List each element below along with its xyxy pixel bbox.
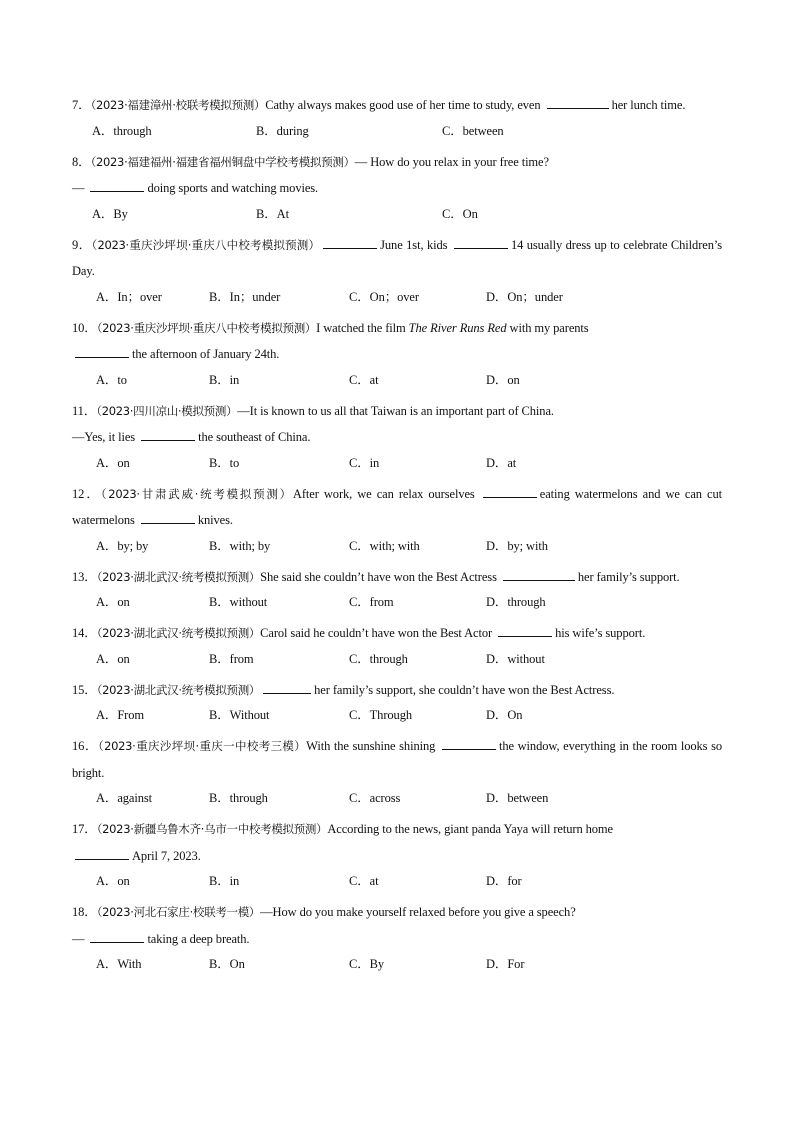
answer-option[interactable] bbox=[96, 368, 127, 394]
option-text: in bbox=[229, 372, 240, 387]
question-source: （2023·甘肃武威·统考模拟预测） bbox=[100, 486, 293, 501]
option-letter: D． bbox=[486, 455, 508, 470]
answer-option[interactable] bbox=[96, 869, 130, 895]
option-text: With bbox=[117, 957, 142, 971]
option-letter: A． bbox=[96, 289, 118, 304]
option-text: in bbox=[229, 874, 240, 888]
option-letter: D． bbox=[486, 874, 508, 888]
question-list bbox=[72, 92, 722, 982]
option-text: by; by bbox=[117, 538, 149, 553]
option-text: between bbox=[462, 123, 504, 138]
answer-option[interactable] bbox=[96, 285, 162, 311]
question-text: According to the news, giant panda Yaya will return home bbox=[327, 822, 613, 836]
question-text: After work, we can relax ourselves bbox=[292, 486, 475, 501]
answer-option[interactable] bbox=[209, 952, 245, 978]
question-text: eating watermelons and we can cut watermelons bbox=[72, 486, 722, 527]
option-letter: B． bbox=[209, 289, 230, 304]
option-letter: B． bbox=[209, 651, 230, 666]
option-text: at bbox=[369, 874, 379, 888]
option-text: On；under bbox=[507, 289, 563, 304]
question-text: his wife’s support. bbox=[555, 626, 646, 640]
answer-option[interactable] bbox=[96, 703, 144, 729]
question-source: （2023·新疆乌鲁木齐·乌市一中校考模拟预测） bbox=[96, 822, 328, 836]
option-text: from bbox=[369, 595, 394, 609]
answer-options bbox=[72, 285, 722, 311]
question-item bbox=[72, 232, 722, 311]
question-item bbox=[72, 149, 722, 228]
option-text: on bbox=[117, 595, 130, 609]
option-letter: A． bbox=[92, 123, 114, 138]
answer-option[interactable] bbox=[486, 647, 545, 673]
option-text: By bbox=[369, 957, 385, 971]
question-text: the southeast of China. bbox=[198, 430, 311, 444]
question-text: Cathy always makes good use of her time to study, even bbox=[265, 98, 541, 112]
option-letter: B． bbox=[209, 455, 230, 470]
question-source: （2023·福建福州·福建省福州铜盘中学校考模拟预测） bbox=[90, 154, 355, 169]
answer-options bbox=[72, 202, 722, 228]
question-item bbox=[72, 620, 722, 672]
option-letter: A． bbox=[96, 372, 118, 387]
option-text: during bbox=[276, 123, 309, 138]
answer-blank bbox=[141, 511, 195, 524]
option-text: between bbox=[507, 791, 549, 805]
question-text: — bbox=[72, 931, 85, 946]
answer-blank bbox=[90, 930, 144, 943]
answer-option[interactable] bbox=[209, 590, 267, 616]
question-source: （2023·福建漳州·校联考模拟预测） bbox=[90, 98, 266, 112]
question-stem bbox=[72, 92, 722, 119]
question-number: 8． bbox=[72, 154, 91, 169]
answer-option[interactable] bbox=[209, 368, 239, 394]
answer-option[interactable] bbox=[96, 647, 130, 673]
question-stem bbox=[72, 899, 722, 952]
option-letter: D． bbox=[486, 957, 508, 971]
answer-option[interactable] bbox=[96, 534, 148, 560]
answer-blank bbox=[75, 345, 129, 358]
question-stem bbox=[72, 315, 722, 368]
option-text: at bbox=[369, 372, 379, 387]
question-number: 14． bbox=[72, 626, 97, 640]
question-text: —How do you make yourself relaxed before you give a speech? bbox=[260, 905, 576, 919]
answer-options bbox=[72, 786, 722, 812]
question-text: the afternoon of January 24th. bbox=[132, 347, 280, 361]
question-item bbox=[72, 315, 722, 394]
option-text: on bbox=[507, 372, 520, 387]
option-text: Through bbox=[369, 708, 412, 722]
answer-option[interactable] bbox=[96, 451, 130, 477]
answer-option[interactable] bbox=[486, 869, 522, 895]
answer-options bbox=[72, 590, 722, 616]
option-text: by; with bbox=[507, 538, 548, 553]
question-number: 17． bbox=[72, 822, 97, 836]
answer-option[interactable] bbox=[209, 703, 269, 729]
option-text: through bbox=[369, 651, 408, 666]
question-number: 18． bbox=[72, 905, 97, 919]
option-text: In；over bbox=[117, 289, 162, 304]
option-letter: A． bbox=[96, 791, 118, 805]
film-title: The River Runs Red bbox=[408, 320, 507, 335]
option-letter: D． bbox=[486, 651, 508, 666]
answer-blank bbox=[547, 96, 609, 109]
option-letter: C． bbox=[349, 595, 370, 609]
question-number: 16． bbox=[72, 739, 99, 753]
option-text: on bbox=[117, 455, 130, 470]
answer-option[interactable] bbox=[486, 952, 524, 978]
question-stem bbox=[72, 232, 722, 285]
option-text: to bbox=[117, 372, 127, 387]
question-stem bbox=[72, 733, 722, 786]
answer-option[interactable] bbox=[349, 952, 384, 978]
question-text: —It is known to us all that Taiwan is an important part of China. bbox=[237, 403, 554, 418]
answer-blank bbox=[503, 568, 575, 581]
option-letter: B． bbox=[256, 206, 277, 221]
option-letter: C． bbox=[349, 372, 370, 387]
question-item bbox=[72, 481, 722, 560]
option-text: For bbox=[507, 957, 525, 971]
option-text: through bbox=[113, 123, 152, 138]
option-letter: A． bbox=[96, 595, 118, 609]
answer-option[interactable] bbox=[349, 285, 419, 311]
question-text: — How do you relax in your free time? bbox=[354, 154, 549, 169]
answer-blank bbox=[454, 236, 508, 249]
answer-option[interactable] bbox=[209, 285, 280, 311]
question-text: with my parents bbox=[509, 320, 589, 335]
question-item bbox=[72, 398, 722, 477]
answer-blank bbox=[483, 485, 537, 498]
option-letter: A． bbox=[96, 651, 118, 666]
question-text: the window, everything in the room looks so bright. bbox=[72, 739, 723, 780]
question-stem bbox=[72, 564, 722, 591]
answer-options bbox=[72, 451, 722, 477]
option-text: without bbox=[229, 595, 268, 609]
question-text: her family’s support. bbox=[577, 569, 680, 584]
answer-option[interactable] bbox=[96, 952, 141, 978]
question-number: 10． bbox=[72, 320, 97, 335]
option-text: Without bbox=[229, 708, 270, 722]
question-text: — bbox=[72, 181, 85, 195]
option-text: In；under bbox=[229, 289, 281, 304]
question-number: 13． bbox=[72, 569, 97, 584]
question-stem bbox=[72, 816, 722, 869]
option-text: At bbox=[276, 206, 289, 221]
option-letter: C． bbox=[349, 538, 370, 553]
question-text: taking a deep breath. bbox=[147, 931, 250, 946]
option-letter: C． bbox=[349, 708, 370, 722]
answer-option[interactable] bbox=[92, 202, 128, 228]
option-text: across bbox=[369, 791, 401, 805]
answer-option[interactable] bbox=[349, 786, 400, 812]
answer-option[interactable] bbox=[349, 647, 408, 673]
question-item bbox=[72, 677, 722, 729]
option-letter: C． bbox=[442, 123, 463, 138]
option-letter: D． bbox=[486, 538, 508, 553]
option-letter: C． bbox=[349, 651, 370, 666]
answer-option[interactable] bbox=[349, 590, 394, 616]
answer-option[interactable] bbox=[92, 119, 152, 145]
question-stem bbox=[72, 398, 722, 451]
option-text: On；over bbox=[369, 289, 419, 304]
question-text: 14 usually dress up to celebrate Children’s Day. bbox=[72, 237, 722, 278]
option-text: on bbox=[117, 651, 130, 666]
answer-option[interactable] bbox=[486, 285, 563, 311]
answer-option[interactable] bbox=[486, 786, 548, 812]
option-letter: D． bbox=[486, 595, 508, 609]
option-letter: C． bbox=[442, 206, 463, 221]
question-source: （2023·湖北武汉·统考模拟预测） bbox=[96, 682, 261, 697]
option-text: for bbox=[507, 874, 522, 888]
option-letter: C． bbox=[349, 791, 370, 805]
answer-option[interactable] bbox=[209, 647, 254, 673]
answer-option[interactable] bbox=[349, 534, 420, 560]
option-letter: A． bbox=[96, 874, 118, 888]
option-letter: C． bbox=[349, 874, 370, 888]
question-text: With the sunshine shining bbox=[306, 739, 436, 753]
answer-option[interactable] bbox=[96, 786, 152, 812]
question-text: her family’s support, she couldn’t have won the Best Actress. bbox=[314, 682, 615, 697]
answer-option[interactable] bbox=[209, 786, 268, 812]
answer-blank bbox=[90, 179, 144, 192]
answer-blank bbox=[263, 681, 311, 694]
answer-option[interactable] bbox=[256, 202, 289, 228]
option-letter: A． bbox=[96, 538, 118, 553]
option-text: with; with bbox=[369, 538, 420, 553]
answer-option[interactable] bbox=[256, 119, 309, 145]
option-text: From bbox=[117, 708, 145, 722]
option-text: On bbox=[507, 708, 523, 722]
option-letter: A． bbox=[96, 957, 118, 971]
question-text: —Yes, it lies bbox=[72, 430, 136, 444]
answer-option[interactable] bbox=[486, 703, 522, 729]
option-text: at bbox=[507, 455, 517, 470]
answer-option[interactable] bbox=[209, 534, 270, 560]
option-text: in bbox=[369, 455, 380, 470]
answer-option[interactable] bbox=[486, 451, 516, 477]
answer-option[interactable] bbox=[96, 590, 130, 616]
option-text: By bbox=[113, 206, 128, 221]
option-letter: D． bbox=[486, 708, 508, 722]
option-letter: C． bbox=[349, 957, 370, 971]
option-letter: D． bbox=[486, 791, 508, 805]
question-text: Carol said he couldn’t have won the Best Actor bbox=[260, 626, 493, 640]
answer-option[interactable] bbox=[486, 590, 546, 616]
option-text: without bbox=[507, 651, 545, 666]
question-item bbox=[72, 899, 722, 978]
answer-blank bbox=[498, 624, 552, 637]
option-letter: A． bbox=[96, 708, 118, 722]
question-text: June 1st, kids bbox=[380, 237, 448, 252]
answer-options bbox=[72, 647, 722, 673]
question-stem bbox=[72, 149, 722, 202]
option-text: from bbox=[229, 651, 254, 666]
answer-blank bbox=[442, 737, 496, 750]
question-source: （2023·重庆沙坪坝·重庆八中校考模拟预测） bbox=[96, 320, 317, 335]
option-letter: D． bbox=[486, 372, 508, 387]
question-item bbox=[72, 92, 722, 144]
option-letter: B． bbox=[209, 874, 230, 888]
answer-option[interactable] bbox=[209, 451, 239, 477]
option-letter: D． bbox=[486, 289, 508, 304]
option-letter: C． bbox=[349, 455, 370, 470]
option-text: against bbox=[117, 791, 153, 805]
question-source: （2023·四川凉山·模拟预测） bbox=[96, 403, 238, 418]
option-text: through bbox=[507, 595, 546, 609]
answer-options bbox=[72, 368, 722, 394]
question-source: （2023·湖北武汉·统考模拟预测） bbox=[96, 626, 261, 640]
answer-options bbox=[72, 119, 722, 145]
question-text: She said she couldn’t have won the Best Actress bbox=[260, 569, 497, 584]
question-stem bbox=[72, 677, 722, 704]
option-text: on bbox=[117, 874, 130, 888]
option-text: On bbox=[229, 957, 245, 971]
answer-option[interactable] bbox=[209, 869, 239, 895]
question-text: doing sports and watching movies. bbox=[147, 181, 319, 195]
question-text: April 7, 2023. bbox=[132, 848, 201, 863]
question-number: 9． bbox=[72, 237, 92, 252]
question-source: （2023·河北石家庄·校联考一模） bbox=[96, 905, 261, 919]
option-letter: B． bbox=[209, 791, 230, 805]
option-letter: B． bbox=[209, 538, 230, 553]
answer-option[interactable] bbox=[349, 703, 412, 729]
option-letter: A． bbox=[96, 455, 118, 470]
question-text: I watched the film bbox=[316, 320, 406, 335]
question-stem bbox=[72, 481, 722, 534]
option-letter: B． bbox=[209, 708, 230, 722]
question-number: 12． bbox=[72, 486, 101, 501]
answer-blank bbox=[141, 428, 195, 441]
answer-options bbox=[72, 952, 722, 978]
answer-option[interactable] bbox=[349, 869, 378, 895]
question-number: 15． bbox=[72, 682, 97, 697]
option-text: On bbox=[462, 206, 478, 221]
question-item bbox=[72, 733, 722, 812]
question-number: 11． bbox=[72, 403, 97, 418]
option-text: to bbox=[229, 455, 240, 470]
answer-option[interactable] bbox=[486, 534, 548, 560]
question-source: （2023·重庆沙坪坝·重庆一中校考三模） bbox=[98, 739, 307, 753]
option-letter: C． bbox=[349, 289, 370, 304]
question-source: （2023·重庆沙坪坝·重庆八中校考模拟预测） bbox=[91, 237, 321, 252]
question-item bbox=[72, 564, 722, 616]
answer-option[interactable] bbox=[486, 368, 520, 394]
answer-option[interactable] bbox=[442, 202, 478, 228]
option-text: through bbox=[229, 791, 268, 805]
answer-option[interactable] bbox=[442, 119, 504, 145]
option-letter: B． bbox=[209, 957, 230, 971]
answer-blank bbox=[323, 236, 377, 249]
question-text: her lunch time. bbox=[611, 98, 686, 112]
question-item bbox=[72, 816, 722, 895]
option-text: with; by bbox=[229, 538, 271, 553]
option-letter: B． bbox=[209, 372, 230, 387]
question-source: （2023·湖北武汉·统考模拟预测） bbox=[96, 569, 261, 584]
answer-option[interactable] bbox=[349, 451, 379, 477]
answer-options bbox=[72, 869, 722, 895]
question-number: 7． bbox=[72, 98, 91, 112]
option-letter: A． bbox=[92, 206, 114, 221]
answer-blank bbox=[75, 847, 129, 860]
answer-options bbox=[72, 534, 722, 560]
option-letter: B． bbox=[256, 123, 277, 138]
answer-option[interactable] bbox=[349, 368, 378, 394]
question-text: knives. bbox=[197, 513, 233, 527]
option-letter: B． bbox=[209, 595, 230, 609]
answer-options bbox=[72, 703, 722, 729]
question-stem bbox=[72, 620, 722, 647]
